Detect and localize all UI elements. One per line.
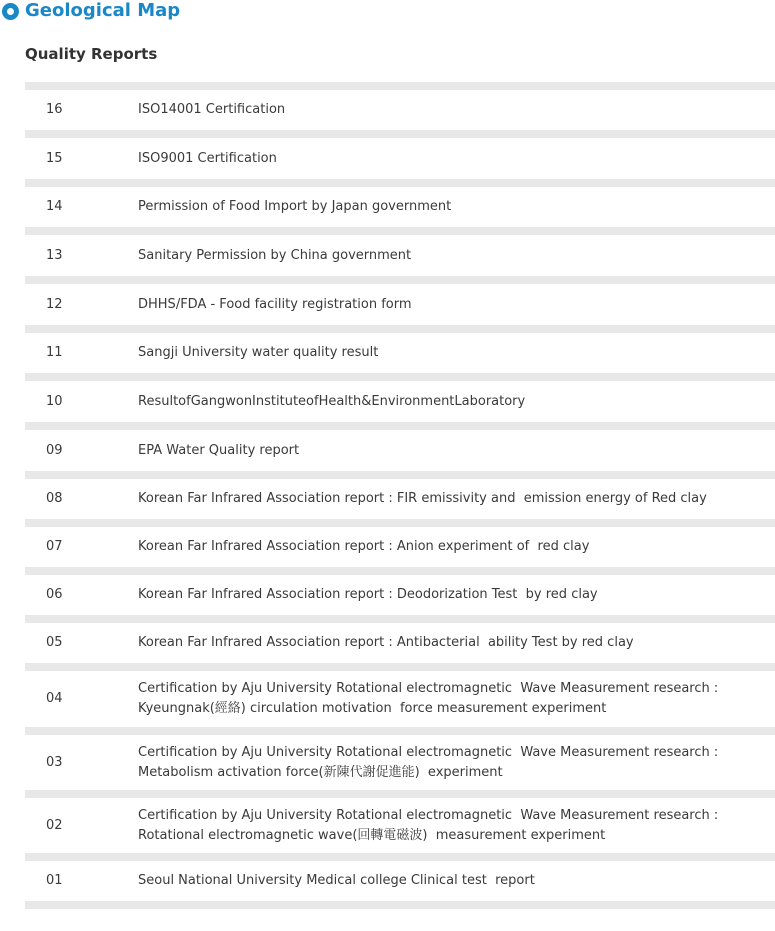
report-title-link[interactable]: Certification by Aju University Rotational electromagnetic Wave Measurement research : Rotational electromagnetic wave(回轉電磁波) measurement experiment	[138, 807, 719, 843]
report-number: 03	[46, 754, 63, 770]
row-divider	[25, 325, 775, 333]
report-title-link[interactable]: Certification by Aju University Rotational electromagnetic Wave Measurement research : Kyeungnak(經絡) circulation motivation force measurement experiment	[138, 681, 719, 716]
report-row[interactable]	[25, 527, 775, 567]
row-divider	[25, 130, 775, 138]
report-number: 06	[46, 587, 63, 602]
report-row[interactable]	[25, 479, 775, 519]
row-divider	[25, 567, 775, 575]
row-divider	[25, 727, 775, 735]
row-divider	[25, 373, 775, 381]
report-row[interactable]	[25, 623, 775, 663]
report-number: 02	[46, 817, 63, 833]
report-row[interactable]	[25, 138, 775, 179]
report-row[interactable]	[25, 575, 775, 615]
report-title-link[interactable]: Sangji University water quality result	[138, 345, 379, 360]
report-number: 11	[46, 345, 63, 360]
report-row[interactable]	[25, 861, 775, 901]
report-title-link[interactable]: Permission of Food Import by Japan government	[138, 199, 452, 214]
report-row[interactable]	[25, 235, 775, 276]
report-title-link[interactable]: ResultofGangwonInstituteofHealth&EnvironmentLaboratory	[138, 393, 526, 409]
row-divider	[25, 519, 775, 527]
reports-table	[25, 82, 775, 909]
report-number: 07	[46, 539, 63, 554]
report-row[interactable]	[25, 430, 775, 471]
report-title-link[interactable]: ISO9001 Certification	[138, 150, 277, 166]
report-number: 04	[46, 691, 63, 706]
page-title: Geological Map	[25, 0, 181, 21]
report-row[interactable]	[25, 671, 775, 727]
report-title-link[interactable]: DHHS/FDA - Food facility registration form	[138, 296, 412, 312]
report-number: 01	[46, 873, 63, 888]
report-row[interactable]	[25, 735, 775, 790]
report-title-link[interactable]: Seoul National University Medical college Clinical test report	[138, 873, 535, 888]
report-title-link[interactable]: Korean Far Infrared Association report : Deodorization Test by red clay	[138, 587, 598, 602]
report-title-link[interactable]: ISO14001 Certification	[138, 102, 286, 117]
report-title-link[interactable]: Korean Far Infrared Association report : Anion experiment of red clay	[138, 539, 590, 554]
row-divider	[25, 276, 775, 284]
report-number: 08	[46, 491, 63, 506]
row-divider	[25, 227, 775, 235]
row-divider	[25, 615, 775, 623]
report-number: 09	[46, 442, 63, 458]
report-title-link[interactable]: Certification by Aju University Rotational electromagnetic Wave Measurement research : Metabolism activation force(新陳代謝促進能) experiment	[138, 744, 719, 780]
report-number: 05	[46, 635, 63, 650]
report-row[interactable]	[25, 90, 775, 130]
report-title-link[interactable]: EPA Water Quality report	[138, 442, 300, 458]
report-title-link[interactable]: Sanitary Permission by China government	[138, 247, 412, 263]
row-divider	[25, 179, 775, 187]
report-title-link[interactable]: Korean Far Infrared Association report : FIR emissivity and emission energy of Red clay	[138, 491, 707, 506]
report-number: 14	[46, 199, 63, 214]
report-row[interactable]	[25, 333, 775, 373]
report-row[interactable]	[25, 798, 775, 853]
report-row[interactable]	[25, 381, 775, 422]
row-divider	[25, 663, 775, 671]
report-row[interactable]	[25, 187, 775, 227]
row-divider	[25, 790, 775, 798]
report-row[interactable]	[25, 284, 775, 325]
report-number: 16	[46, 102, 63, 117]
page-header	[2, 0, 180, 22]
circle-bullet-icon	[2, 3, 19, 20]
report-number: 13	[46, 247, 63, 263]
report-number: 15	[46, 150, 63, 166]
row-divider	[25, 82, 775, 90]
row-divider	[25, 422, 775, 430]
section-title: Quality Reports	[25, 45, 158, 63]
row-divider	[25, 901, 775, 909]
row-divider	[25, 853, 775, 861]
report-number: 10	[46, 393, 63, 409]
row-divider	[25, 471, 775, 479]
report-number: 12	[46, 296, 63, 312]
report-title-link[interactable]: Korean Far Infrared Association report : Antibacterial ability Test by red clay	[138, 635, 634, 650]
